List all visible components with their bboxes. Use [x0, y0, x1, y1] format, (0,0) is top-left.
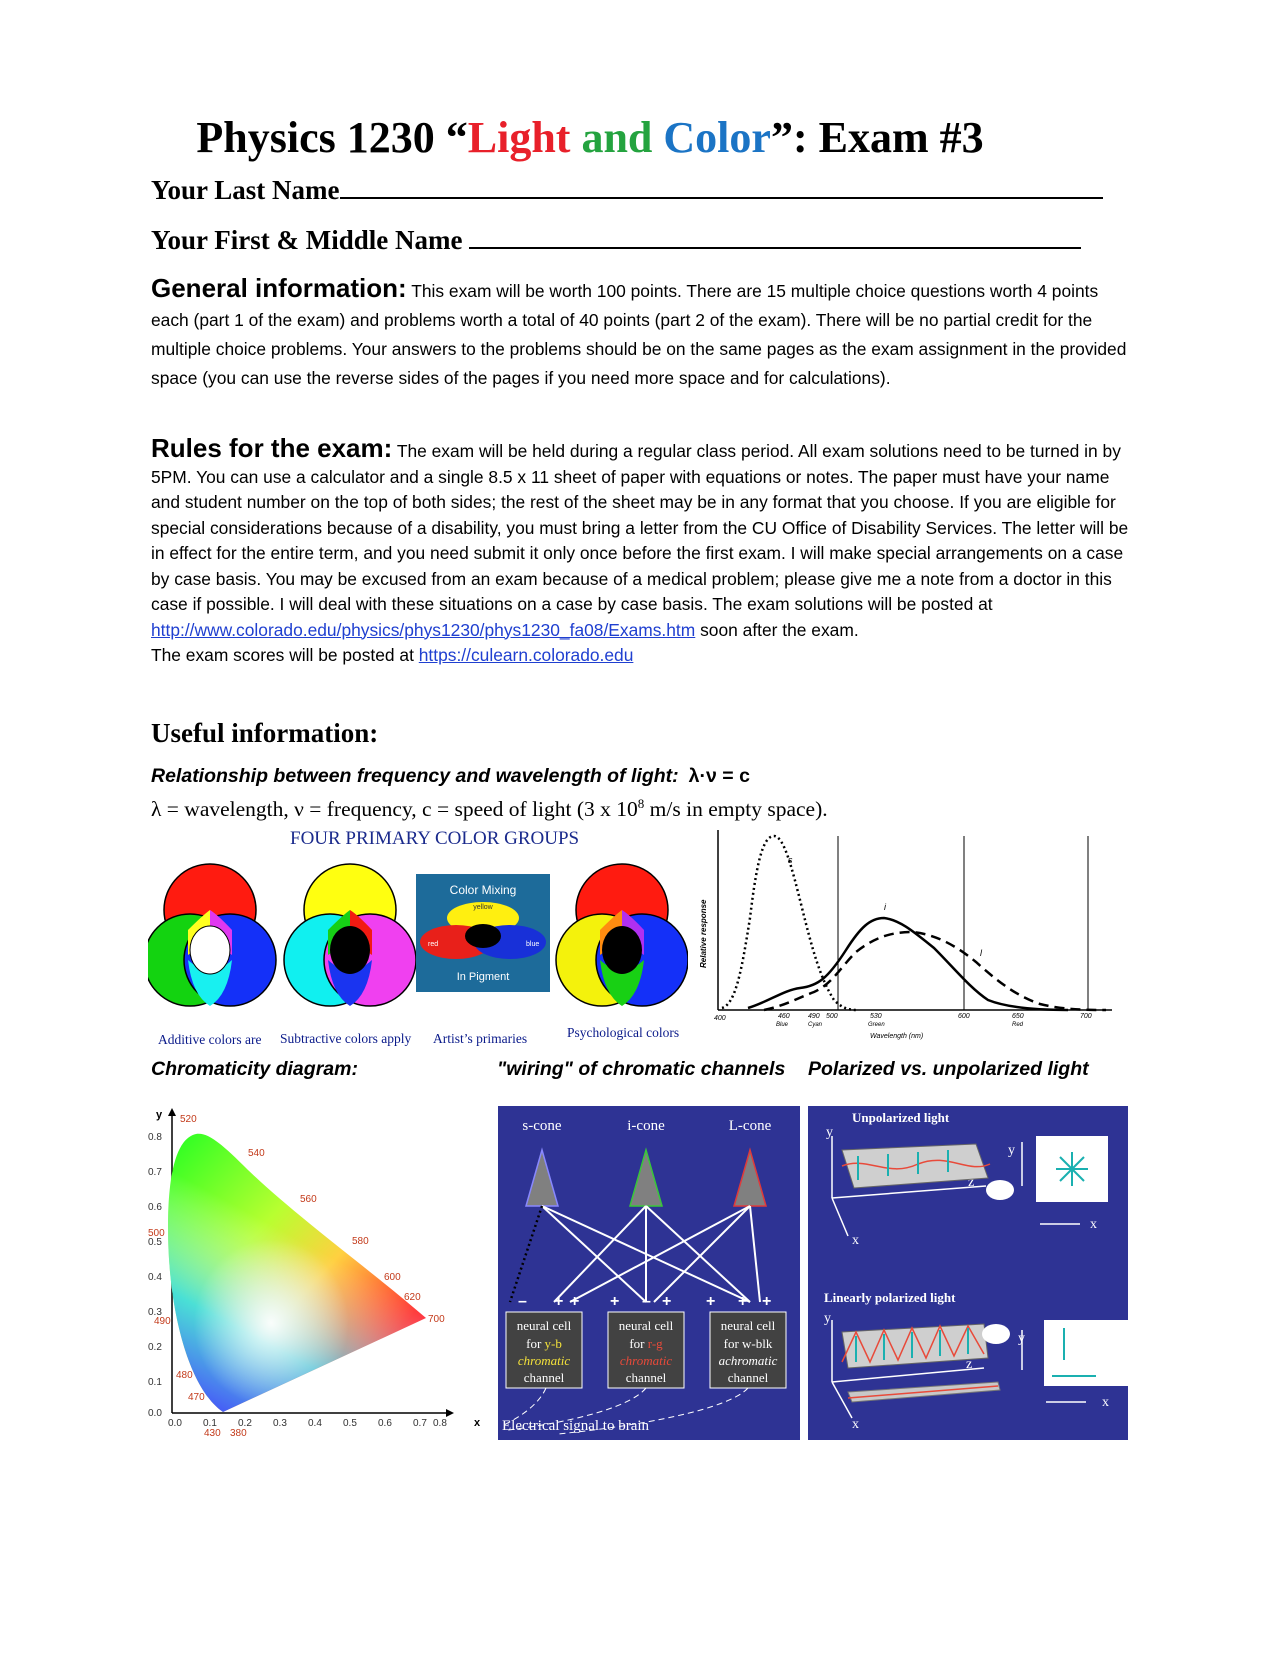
curve-label-s: s — [788, 855, 793, 865]
cie-x-00: 0.0 — [168, 1418, 182, 1429]
subtractive-venn — [284, 864, 416, 1006]
sign-2: + — [554, 1293, 564, 1310]
psychological-label: Psychological colors — [567, 1025, 680, 1040]
mixing-sub: In Pigment — [456, 971, 510, 983]
unpol-view-x-label: x — [1090, 1217, 1097, 1232]
general-info-text: This exam will be worth 100 points. There are 15 multiple choice questions worth 4 points each (part 1 of the exam) and problems worth a total of 40 points (part 2 of the exam). There will be no partial credit for the multiple choice problems. Your answers to the problems should be on the same pages as the exam assignment in the provided space (you can use the reverse sides of the pages if you need more space and for calculations). — [151, 281, 1127, 388]
sign-8: + — [738, 1293, 748, 1310]
unpol-y: y — [826, 1125, 833, 1140]
general-info — [151, 274, 1136, 393]
cie-y-07: 0.7 — [148, 1167, 162, 1178]
wl-500: 500 — [148, 1228, 165, 1239]
cell-yb-l1: neural cell — [516, 1318, 572, 1333]
cell-rg-l4: channel — [625, 1370, 667, 1385]
cie-y-03: 0.3 — [148, 1307, 162, 1318]
neural-cell-yb — [506, 1312, 582, 1388]
unpol-x: x — [852, 1233, 859, 1248]
psych-black-center — [602, 926, 642, 974]
cie-x-07: 0.7 — [413, 1418, 427, 1429]
cie-x-01: 0.1 — [203, 1418, 217, 1429]
cie-x-arrow — [446, 1409, 454, 1417]
title-color: Color — [663, 113, 771, 162]
wl-620: 620 — [404, 1292, 421, 1303]
title-light: Light — [467, 113, 571, 162]
rules-after-link: soon after the exam. — [700, 619, 859, 640]
tick-490: 490 — [808, 1013, 820, 1020]
title-suffix: ”: Exam #3 — [770, 113, 984, 162]
psychological-venn — [556, 864, 688, 1006]
sign-6: + — [662, 1293, 672, 1310]
additive-venn — [148, 864, 276, 1006]
polarized-caption: Polarized vs. unpolarized light — [808, 1058, 1089, 1080]
wl-600: 600 — [384, 1272, 401, 1283]
cie-x-03: 0.3 — [273, 1418, 287, 1429]
last-name-label: Your Last Name — [151, 175, 340, 205]
unpol-z: z — [968, 1175, 975, 1190]
mixing-title: Color Mixing — [449, 883, 517, 897]
definitions-line — [151, 796, 828, 822]
cie-y-05: 0.5 — [148, 1237, 162, 1248]
wl-380: 380 — [230, 1428, 247, 1439]
general-info-heading: General information: — [151, 273, 407, 303]
color-groups-heading: FOUR PRIMARY COLOR GROUPS — [290, 828, 580, 849]
cell-yb-l3: chromatic — [517, 1353, 571, 1368]
additive-white-center — [190, 926, 230, 974]
cone-response-chart — [688, 828, 1118, 1046]
wl-470: 470 — [188, 1392, 205, 1403]
cell-wb-l3: achromatic — [718, 1353, 778, 1368]
wl-490: 490 — [154, 1316, 171, 1327]
lin-view-y-label: y — [1018, 1331, 1025, 1346]
wl-700: 700 — [428, 1314, 445, 1325]
tick-530: 530 — [870, 1013, 882, 1020]
cie-y-02: 0.2 — [148, 1342, 162, 1353]
relation-line — [151, 765, 750, 788]
exam-title — [0, 112, 1180, 163]
chromaticity-caption: Chromaticity diagram: — [151, 1058, 358, 1080]
cell-yb-channel-name: y-b — [544, 1336, 562, 1351]
cie-y-label: y — [156, 1109, 163, 1121]
cie-x-08: 0.8 — [433, 1418, 447, 1429]
sign-7: + — [706, 1293, 716, 1310]
cell-yb-for: for — [526, 1336, 545, 1351]
culearn-link[interactable]: https://culearn.colorado.edu — [418, 645, 634, 665]
tick-red: Red — [1012, 1022, 1024, 1028]
wl-540: 540 — [248, 1148, 265, 1159]
cell-rg-channel-name: r-g — [647, 1336, 663, 1351]
mixing-yellow-label: yellow — [473, 904, 493, 911]
last-name-blank[interactable] — [340, 175, 1103, 199]
first-name-label: Your First & Middle Name — [151, 225, 463, 255]
chart-xlabel: Wavelength (nm) — [870, 1033, 924, 1040]
wl-520: 520 — [180, 1114, 197, 1125]
cell-rg-l1: neural cell — [618, 1318, 674, 1333]
cie-y-01: 0.1 — [148, 1377, 162, 1388]
tick-460: 460 — [778, 1013, 790, 1020]
wl-480: 480 — [176, 1370, 193, 1381]
curve-label-i: i — [884, 902, 886, 912]
linear-label: Linearly polarized light — [824, 1290, 956, 1305]
neural-cell-rg — [608, 1312, 684, 1388]
cone-labels — [522, 1118, 771, 1134]
artist-primaries — [416, 874, 550, 992]
tick-green: Green — [868, 1022, 885, 1028]
mixing-red-label: red — [428, 941, 439, 948]
cone-label-s: s-cone — [522, 1118, 562, 1134]
lin-y: y — [824, 1311, 831, 1326]
scores-text: The exam scores will be posted at — [151, 645, 414, 665]
lin-eye — [982, 1324, 1010, 1344]
unpol-star-icon — [1056, 1152, 1088, 1186]
definitions-a: λ = wavelength, ν = frequency, c = speed of light (3 x 10 — [151, 797, 638, 822]
definitions-b: m/s in empty space). — [644, 797, 828, 822]
exam-solutions-link[interactable]: http://www.colorado.edu/physics/phys1230/phys1230_fa08/Exams.htm — [151, 619, 696, 640]
tick-650: 650 — [1012, 1013, 1024, 1020]
wiring-caption: "wiring" of chromatic channels — [497, 1058, 786, 1080]
cell-wb-l4: channel — [727, 1370, 769, 1385]
tick-700: 700 — [1080, 1013, 1092, 1020]
l-cone-curve — [764, 932, 1106, 1010]
cie-x-02: 0.2 — [238, 1418, 252, 1429]
title-and: and — [581, 113, 653, 162]
sign-9: + — [762, 1293, 772, 1310]
wiring-diagram — [498, 1106, 800, 1440]
cie-x-label: x — [474, 1417, 481, 1429]
last-name-field[interactable] — [151, 175, 1103, 206]
cone-label-l: L-cone — [728, 1118, 772, 1134]
sign-1: – — [518, 1293, 527, 1310]
tick-cyan: Cyan — [808, 1022, 823, 1028]
artist-label: Artist’s primaries — [433, 1031, 528, 1046]
wl-560: 560 — [300, 1194, 317, 1205]
cie-y-08: 0.8 — [148, 1132, 162, 1143]
relation-label: Relationship between frequency and wavelength of light: — [151, 765, 679, 787]
tick-600: 600 — [958, 1013, 970, 1020]
cell-rg-for: for — [629, 1336, 648, 1351]
cie-y-ticks — [148, 1132, 162, 1419]
cell-rg-l2 — [629, 1336, 663, 1351]
first-name-blank[interactable] — [469, 225, 1081, 249]
rules-heading: Rules for the exam: — [151, 433, 393, 463]
wl-430: 430 — [204, 1428, 221, 1439]
title-prefix: Physics 1230 “ — [196, 113, 468, 162]
relation-equation: λ·ν = c — [688, 765, 750, 787]
unpol-eye — [986, 1180, 1014, 1200]
sign-5: – — [642, 1293, 651, 1310]
lin-z: z — [966, 1357, 973, 1372]
polarization-diagram — [808, 1106, 1128, 1440]
sign-4: + — [610, 1293, 620, 1310]
cie-x-04: 0.4 — [308, 1418, 322, 1429]
rules-section — [151, 433, 1136, 669]
chart-ylabel: Relative response — [699, 899, 708, 968]
wl-580: 580 — [352, 1236, 369, 1247]
subtractive-label: Subtractive colors apply — [280, 1031, 412, 1046]
cie-x-05: 0.5 — [343, 1418, 357, 1429]
tick-500: 500 — [826, 1013, 838, 1020]
cie-x-06: 0.6 — [378, 1418, 392, 1429]
cie-y-00: 0.0 — [148, 1408, 162, 1419]
cell-wb-l2: for w-blk — [723, 1336, 773, 1351]
lin-x: x — [852, 1417, 859, 1432]
cie-y-arrow — [168, 1108, 176, 1116]
neural-cell-wb — [710, 1312, 786, 1388]
cell-yb-l4: channel — [523, 1370, 565, 1385]
cell-yb-l2 — [526, 1336, 562, 1351]
artist-black-center — [465, 924, 501, 948]
unpolarized-label: Unpolarized light — [852, 1110, 950, 1125]
cone-label-i: i-cone — [627, 1118, 665, 1134]
lin-view-x-label: x — [1102, 1395, 1109, 1410]
definitions-exp: 8 — [637, 796, 645, 811]
signal-label: Electrical signal to brain — [502, 1418, 650, 1434]
first-name-field[interactable] — [151, 225, 1081, 256]
mixing-blue-label: blue — [526, 941, 540, 948]
useful-heading: Useful information: — [151, 718, 379, 748]
cie-y-06: 0.6 — [148, 1202, 162, 1213]
cell-rg-l3: chromatic — [619, 1353, 673, 1368]
cell-wb-l1: neural cell — [720, 1318, 776, 1333]
chromaticity-diagram — [148, 1108, 490, 1440]
cie-y-04: 0.4 — [148, 1272, 162, 1283]
additive-label: Additive colors are — [158, 1032, 262, 1047]
subtractive-black-center — [330, 926, 370, 974]
rules-text: The exam will be held during a regular class period. All exam solutions need to be turned in by 5PM. You can use a calculator and a single 8.5 x 11 sheet of paper with equations or notes. The paper must have your name and student number on the top of both sides; the rest of the sheet may be in any format that you choose. If you are eligible for special considerations because of a disability, you must bring a letter from the CU Office of Disability Services. The letter will be in effect for the entire term, and you need submit it only once before the first exam. I will make special arrangements on a case by case basis. You may be excused from an exam because of a medical problem; please give me a note from a doctor in this case if possible. I will deal with these situations on a case by case basis. The exam solutions will be posted at — [151, 441, 1129, 614]
tick-400: 400 — [714, 1015, 726, 1022]
unpol-view-y-label: y — [1008, 1143, 1015, 1158]
sign-3: + — [570, 1293, 580, 1310]
curve-label-l: l — [980, 948, 982, 958]
color-groups-figure — [148, 860, 688, 1050]
tick-blue: Blue — [776, 1022, 789, 1028]
